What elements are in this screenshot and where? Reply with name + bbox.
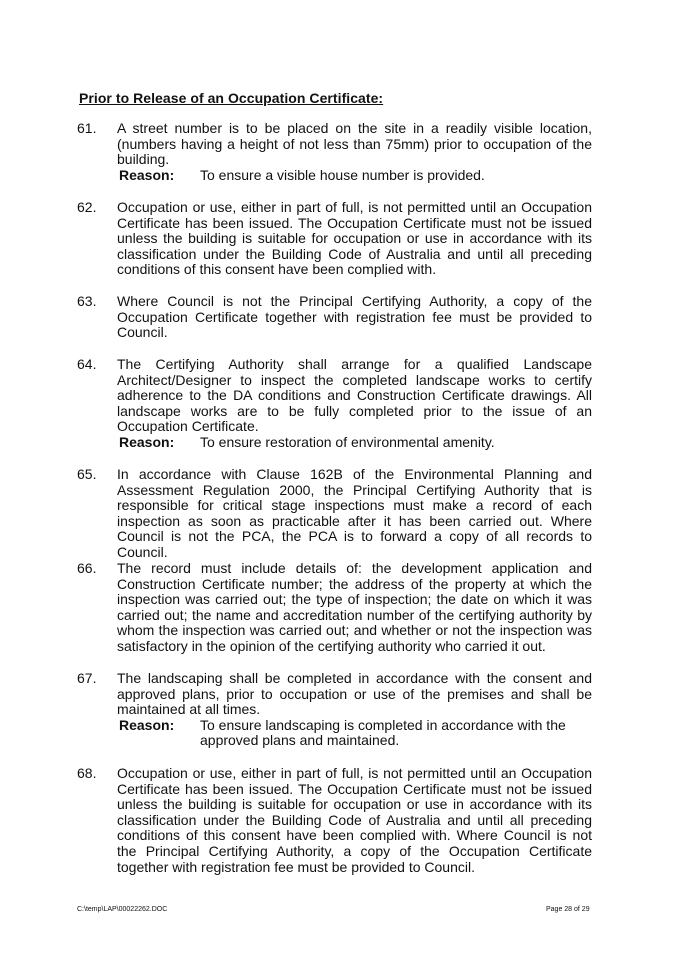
clause-number: 66.: [77, 560, 97, 576]
clause-reason: [119, 718, 592, 749]
clause-text: Occupation or use, either in part of full, is not permitted until an Occupation Certificate has been issued. The Occupation Certificate must not be issued unless the building is suitable for occupation or use in accordance with its classification under the Building Code of Australia and until all preceding conditions of this consent have been complied with.: [117, 199, 592, 278]
footer-file-path: C:\temp\LAP\00022262.DOC: [77, 906, 168, 913]
clause-61: [77, 121, 592, 183]
clause-text: The Certifying Authority shall arrange for a qualified Landscape Architect/Designer to inspect the completed landscape works to certify adherence to the DA conditions and Construction Certificate drawings. All landscape works are to be fully completed prior to the issue of an Occupation Certificate.: [117, 356, 592, 435]
clause-62: [77, 200, 592, 278]
clause-63: [77, 294, 592, 341]
clause-number: 68.: [77, 765, 97, 781]
footer-page-number: Page 28 of 29: [546, 906, 590, 913]
clause-number: 64.: [77, 356, 97, 372]
reason-text: To ensure a visible house number is provided.: [200, 166, 485, 183]
clause-number: 62.: [77, 199, 97, 215]
clause-text: In accordance with Clause 162B of the Environmental Planning and Assessment Regulation 2000, the Principal Certifying Authority that is responsible for critical stage inspections must make a record of each inspection as soon as practicable after it has been carried out. Where Council is not the PCA, the PCA is to forward a copy of all records to Council.: [117, 466, 592, 560]
clause-66: [77, 561, 592, 655]
reason-text: To ensure restoration of environmental amenity.: [200, 433, 495, 450]
clause-text: Occupation or use, either in part of full, is not permitted until an Occupation Certificate has been issued. The Occupation Certificate must not be issued unless the building is suitable for occupation or use in accordance with its classification under the Building Code of Australia and until all preceding conditions of this consent have been complied with. Where Council is not the Principal Certifying Authority, a copy of the Occupation Certificate together with registration fee must be provided to Council.: [117, 765, 592, 875]
clause-text: A street number is to be placed on the site in a readily visible location, (numbers having a height of not less than 75mm) prior to occupation of the building.: [117, 120, 592, 168]
clause-text: The landscaping shall be completed in accordance with the consent and approved plans, prior to occupation or use of the premises and shall be maintained at all times.: [117, 670, 592, 718]
reason-label: Reason:: [119, 433, 175, 450]
reason-label: Reason:: [119, 716, 175, 733]
clause-reason: [119, 435, 592, 451]
clause-reason: [119, 168, 592, 184]
reason-text: To ensure landscaping is completed in accordance with the approved plans and maintained.: [200, 716, 566, 749]
clause-number: 61.: [77, 120, 97, 136]
clause-68: [77, 766, 592, 875]
clause-67: [77, 671, 592, 749]
clause-64: [77, 357, 592, 451]
clause-text: Where Council is not the Principal Certifying Authority, a copy of the Occupation Certificate together with registration fee must be provided to Council.: [117, 293, 592, 341]
clause-number: 63.: [77, 293, 97, 309]
clause-number: 67.: [77, 670, 97, 686]
reason-label: Reason:: [119, 166, 175, 183]
clause-text: The record must include details of: the development application and Construction Certificate number; the address of the property at which the inspection was carried out; the type of inspection; the date on which it was carried out; the name and accreditation number of the certifying authority by whom the inspection was carried out; and whether or not the inspection was satisfactory in the opinion of the certifying authority who carried it out.: [117, 560, 592, 654]
clause-65: [77, 467, 592, 561]
section-heading: Prior to Release of an Occupation Certificate:: [79, 90, 384, 106]
clause-number: 65.: [77, 466, 97, 482]
